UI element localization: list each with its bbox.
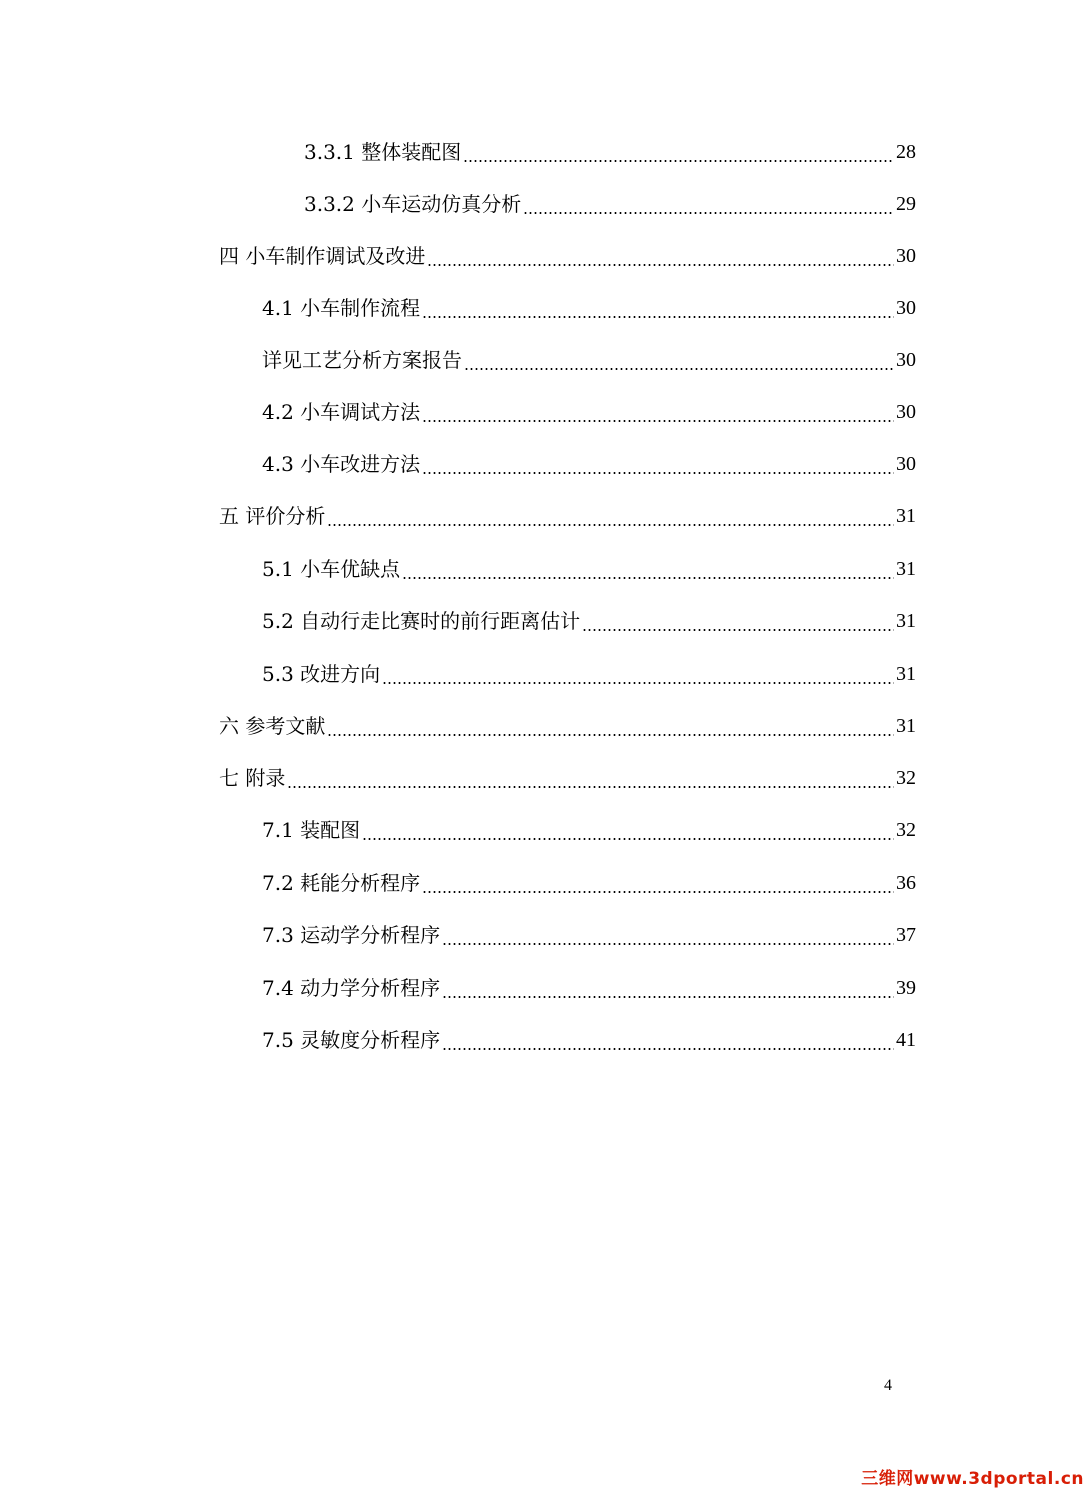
toc-entry-page: 31 (896, 715, 916, 737)
toc-entry-page: 32 (896, 767, 916, 789)
toc-entry-title: 7.3 运动学分析程序 (262, 923, 441, 947)
dot-leader (582, 609, 894, 633)
page-number: 4 (884, 1377, 892, 1394)
toc-entry-page: 30 (896, 453, 916, 475)
dot-leader (327, 714, 894, 738)
toc-entry-title: 3.3.1 整体装配图 (304, 140, 462, 164)
dot-leader (402, 557, 894, 581)
toc-entry-title: 五 评价分析 (219, 504, 326, 528)
dot-leader (464, 348, 894, 372)
toc-entry (262, 966, 916, 1000)
toc-entry-title: 六 参考文献 (219, 714, 326, 738)
toc-entry (262, 442, 916, 476)
toc-entry-page: 29 (896, 193, 916, 215)
toc-entry (219, 704, 916, 738)
toc-entry-title: 4.2 小车调试方法 (262, 400, 421, 424)
toc-entry (262, 861, 916, 895)
toc-entry-title: 七 附录 (219, 766, 286, 790)
toc-entry-title: 7.2 耗能分析程序 (262, 871, 421, 895)
toc-entry (262, 390, 916, 424)
toc-entry-page: 41 (896, 1029, 916, 1051)
dot-leader (442, 923, 894, 947)
toc-entry-title: 4.1 小车制作流程 (262, 296, 421, 320)
toc-entry-title: 5.2 自动行走比赛时的前行距离估计 (262, 609, 581, 633)
dot-leader (463, 140, 894, 164)
toc-entry (219, 494, 916, 528)
toc-entry-page: 32 (896, 819, 916, 841)
toc-entry (262, 1018, 916, 1052)
toc-entry (262, 913, 916, 947)
toc-entry (262, 652, 916, 686)
dot-leader (287, 766, 894, 790)
watermark: 三维网www.3dportal.cn (861, 1469, 1084, 1489)
toc-entry (304, 182, 916, 216)
toc-entry-page: 31 (896, 505, 916, 527)
toc-entry (304, 130, 916, 164)
toc-entry-page: 30 (896, 297, 916, 319)
dot-leader (422, 296, 894, 320)
dot-leader (362, 818, 894, 842)
toc-entry-title: 详见工艺分析方案报告 (262, 348, 462, 372)
toc-entry-page: 28 (896, 141, 916, 163)
toc-entry-title: 四 小车制作调试及改进 (219, 244, 426, 268)
toc-entry-title: 4.3 小车改进方法 (262, 452, 421, 476)
toc-entry (262, 338, 916, 372)
dot-leader (422, 871, 894, 895)
dot-leader (327, 504, 894, 528)
dot-leader (427, 244, 894, 268)
toc-entry-title: 7.5 灵敏度分析程序 (262, 1028, 441, 1052)
toc-entry-title: 7.4 动力学分析程序 (262, 976, 441, 1000)
dot-leader (442, 976, 894, 1000)
toc-entry (262, 547, 916, 581)
dot-leader (382, 662, 894, 686)
dot-leader (422, 452, 894, 476)
toc-entry (262, 808, 916, 842)
toc-entry-page: 30 (896, 349, 916, 371)
toc-entry-page: 31 (896, 610, 916, 632)
toc-entry-page: 37 (896, 924, 916, 946)
dot-leader (422, 400, 894, 424)
toc-entry (219, 234, 916, 268)
toc-entry (262, 599, 916, 633)
toc-entry (262, 286, 916, 320)
dot-leader (523, 192, 894, 216)
dot-leader (442, 1028, 894, 1052)
toc-entry-page: 31 (896, 663, 916, 685)
toc-entry-page: 36 (896, 872, 916, 894)
toc-entry-title: 5.3 改进方向 (262, 662, 381, 686)
toc-entry-title: 3.3.2 小车运动仿真分析 (304, 192, 522, 216)
toc-entry-page: 30 (896, 401, 916, 423)
toc-entry-page: 30 (896, 245, 916, 267)
toc-entry-title: 5.1 小车优缺点 (262, 557, 401, 581)
toc-entry (219, 756, 916, 790)
toc-entry-page: 39 (896, 977, 916, 999)
toc-entry-page: 31 (896, 558, 916, 580)
toc-entry-title: 7.1 装配图 (262, 818, 361, 842)
